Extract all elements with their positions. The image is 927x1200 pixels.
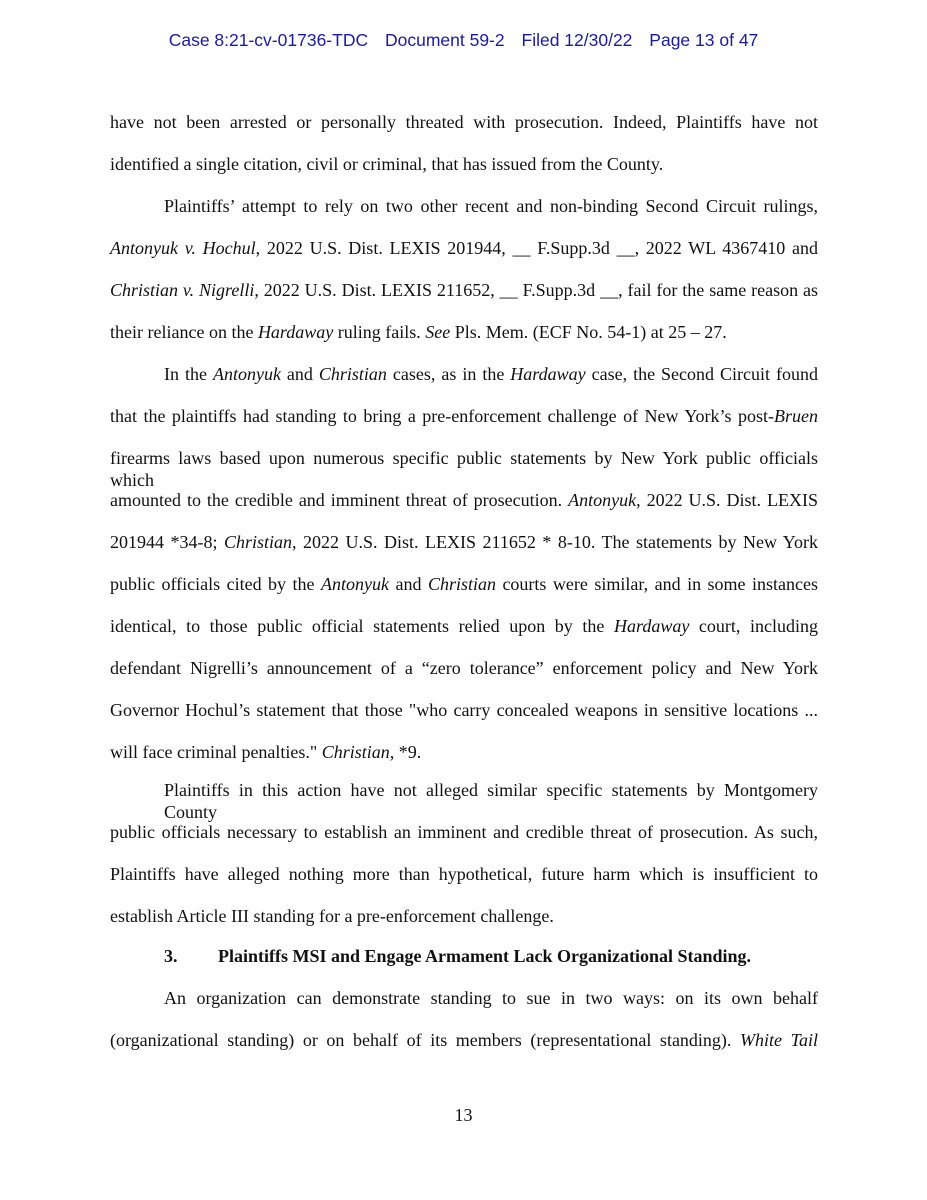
- text-line: [110, 573, 818, 595]
- text-line: [110, 1029, 818, 1051]
- text-run: (organizational standing) or on behalf of its members (representational standing).: [110, 1030, 741, 1050]
- page-number: 13: [454, 1105, 473, 1125]
- text-run: Governor Hochul’s statement that those "who carry concealed weapons in sensitive locations ...: [110, 700, 818, 720]
- text-line: [110, 863, 818, 885]
- section-number: 3.: [164, 946, 178, 966]
- text-run: cases, as in the: [386, 364, 511, 384]
- text-line: [110, 405, 818, 427]
- text-run: will face criminal penalties.": [110, 742, 322, 762]
- text-run: ruling fails.: [333, 322, 426, 342]
- text-run: Plaintiffs in this action have not alleged similar specific statements by Montgomery County: [164, 780, 818, 822]
- text-run: defendant Nigrelli’s announcement of a “zero tolerance” enforcement policy and New York: [110, 658, 818, 678]
- text-run: Plaintiffs’ attempt to rely on two other recent and non-binding Second Circuit rulings,: [164, 196, 818, 216]
- italic-citation: Christian: [224, 532, 293, 552]
- text-line: [110, 237, 818, 259]
- text-run: , *9.: [389, 742, 422, 762]
- italic-citation: White Tail: [740, 1030, 818, 1050]
- text-run: 201944 *34-8;: [110, 532, 224, 552]
- text-line: [110, 279, 818, 301]
- text-run: , 2022 U.S. Dist. LEXIS 211652 * 8-10. The statements by New York: [292, 532, 818, 552]
- text-run: public officials necessary to establish an imminent and credible threat of prosecution. As such,: [110, 822, 818, 842]
- text-line: [164, 363, 818, 385]
- italic-citation: Hardaway: [510, 364, 586, 384]
- text-line: [110, 905, 818, 927]
- text-run: amounted to the credible and imminent threat of prosecution.: [110, 490, 569, 510]
- filed-date: Filed 12/30/22: [521, 30, 633, 50]
- text-run: , 2022 U.S. Dist. LEXIS 211652, __ F.Supp.3d __, fail for the same reason as: [254, 280, 818, 300]
- text-run: identical, to those public official statements relied upon by the: [110, 616, 614, 636]
- italic-citation: Hardaway: [257, 322, 334, 342]
- text-run: , 2022 U.S. Dist. LEXIS: [636, 490, 818, 510]
- text-run: In the: [164, 364, 213, 384]
- text-run: their reliance on the: [110, 322, 258, 342]
- text-line: [110, 821, 818, 843]
- section-heading: Plaintiffs MSI and Engage Armament Lack Organizational Standing.: [218, 946, 752, 966]
- ecf-header-stamp: [0, 30, 927, 51]
- case-number: Case 8:21-cv-01736-TDC: [168, 30, 369, 50]
- italic-citation: Christian: [427, 574, 496, 594]
- text-line: [164, 195, 818, 217]
- text-run: and: [280, 364, 319, 384]
- italic-citation: Antonyuk: [568, 490, 637, 510]
- italic-citation: Christian: [321, 742, 390, 762]
- text-line: [110, 447, 818, 490]
- text-run: Plaintiffs have alleged nothing more than hypothetical, future harm which is insufficient to: [110, 864, 818, 884]
- text-run: that the plaintiffs had standing to bring a pre-enforcement challenge of New York’s post-: [110, 406, 774, 426]
- text-line: [164, 779, 818, 822]
- italic-citation: Christian: [318, 364, 387, 384]
- text-run: case, the Second Circuit found: [585, 364, 818, 384]
- text-run: An organization can demonstrate standing to sue in two ways: on its own behalf: [164, 988, 818, 1008]
- text-run: public officials cited by the: [110, 574, 321, 594]
- text-line: [110, 531, 818, 553]
- italic-citation: Hardaway: [613, 616, 690, 636]
- italic-citation: Bruen: [774, 406, 818, 426]
- text-run: court, including: [689, 616, 818, 636]
- italic-citation: Antonyuk: [212, 364, 281, 384]
- text-run: and: [388, 574, 428, 594]
- text-run: , 2022 U.S. Dist. LEXIS 201944, __ F.Supp.3d __, 2022 WL 4367410 and: [255, 238, 818, 258]
- italic-citation: Antonyuk v. Hochul: [110, 238, 256, 258]
- text-run: identified a single citation, civil or criminal, that has issued from the County.: [110, 154, 664, 174]
- text-line: [110, 657, 818, 679]
- text-line: [110, 699, 818, 721]
- text-run: firearms laws based upon numerous specific public statements by New York public officials which: [110, 448, 818, 490]
- text-line: [110, 741, 818, 763]
- text-line: [110, 111, 818, 133]
- text-run: Pls. Mem. (ECF No. 54-1) at 25 – 27.: [450, 322, 727, 342]
- document-number: Document 59-2: [384, 30, 505, 50]
- text-line: [110, 153, 818, 175]
- italic-citation: See: [425, 322, 451, 342]
- text-line: [110, 615, 818, 637]
- text-line: [110, 321, 818, 343]
- italic-citation: Antonyuk: [321, 574, 389, 594]
- text-run: have not been arrested or personally threated with prosecution. Indeed, Plaintiffs have not: [110, 112, 818, 132]
- text-run: establish Article III standing for a pre-enforcement challenge.: [110, 906, 554, 926]
- text-line: [110, 489, 818, 511]
- text-run: courts were similar, and in some instances: [495, 574, 818, 594]
- italic-citation: Christian v. Nigrelli: [110, 280, 255, 300]
- page-indicator: Page 13 of 47: [649, 30, 759, 50]
- text-line: [164, 987, 818, 1009]
